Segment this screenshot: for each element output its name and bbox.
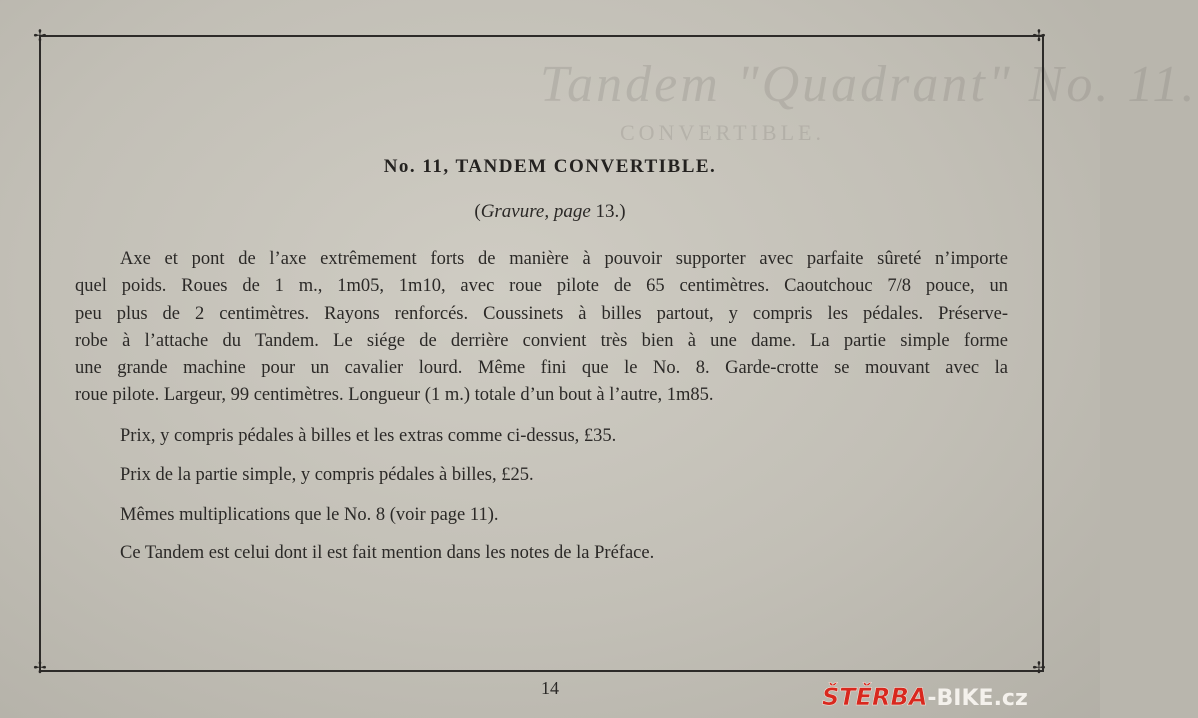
engraving-reference: (Gravure, page 13.) bbox=[474, 201, 626, 222]
paragraph-line: quel poids. Roues de 1 m., 1m05, 1m10, avec roue pilote de 65 centimètres. Caoutchouc 7/8 pouce, un bbox=[75, 276, 1008, 297]
paragraph-line: une grande machine pour un cavalier lourd. Même fini que le No. 8. Garde-crotte se mouvant avec la bbox=[75, 358, 1008, 379]
paragraph-line: Axe et pont de l’axe extrêmement forts de manière à pouvoir supporter avec parfaite sûreté n’importe bbox=[120, 249, 1008, 269]
corner-ornament-icon: ✢ bbox=[33, 658, 47, 677]
price-line: Prix de la partie simple, y compris pédales à billes, £25. bbox=[120, 465, 534, 485]
corner-ornament-icon: ✢ bbox=[1032, 26, 1046, 45]
preface-note: Ce Tandem est celui dont il est fait mention dans les notes de la Préface. bbox=[120, 543, 655, 563]
gearing-note: Mêmes multiplications que le No. 8 (voir page 11). bbox=[120, 505, 499, 525]
site-watermark bbox=[822, 683, 1028, 711]
watermark-brand: ŠTĚRBA bbox=[822, 683, 928, 711]
page-title: No. 11, TANDEM CONVERTIBLE. bbox=[383, 156, 717, 177]
show-through-text-sub: CONVERTIBLE. bbox=[620, 120, 825, 145]
watermark-suffix: -BIKE.cz bbox=[927, 686, 1028, 711]
description-paragraph bbox=[75, 246, 1008, 410]
corner-ornament-icon: ✢ bbox=[1032, 658, 1046, 677]
show-through-text: Tandem "Quadrant" No. 11. bbox=[540, 56, 1198, 113]
page-number: 14 bbox=[541, 678, 559, 698]
price-line: Prix, y compris pédales à billes et les extras comme ci-dessus, £35. bbox=[120, 426, 617, 446]
paragraph-line: roue pilote. Largeur, 99 centimètres. Longueur (1 m.) totale d’un bout à l’autre, 1m85. bbox=[75, 385, 714, 406]
paragraph-line: robe à l’attache du Tandem. Le siége de derrière convient très bien à une dame. La partie simple forme bbox=[75, 330, 1008, 351]
paragraph-line: peu plus de 2 centimètres. Rayons renforcés. Coussinets à billes partout, y compris les pédales. Préserve- bbox=[75, 303, 1008, 324]
corner-ornament-icon: ✢ bbox=[33, 26, 47, 45]
